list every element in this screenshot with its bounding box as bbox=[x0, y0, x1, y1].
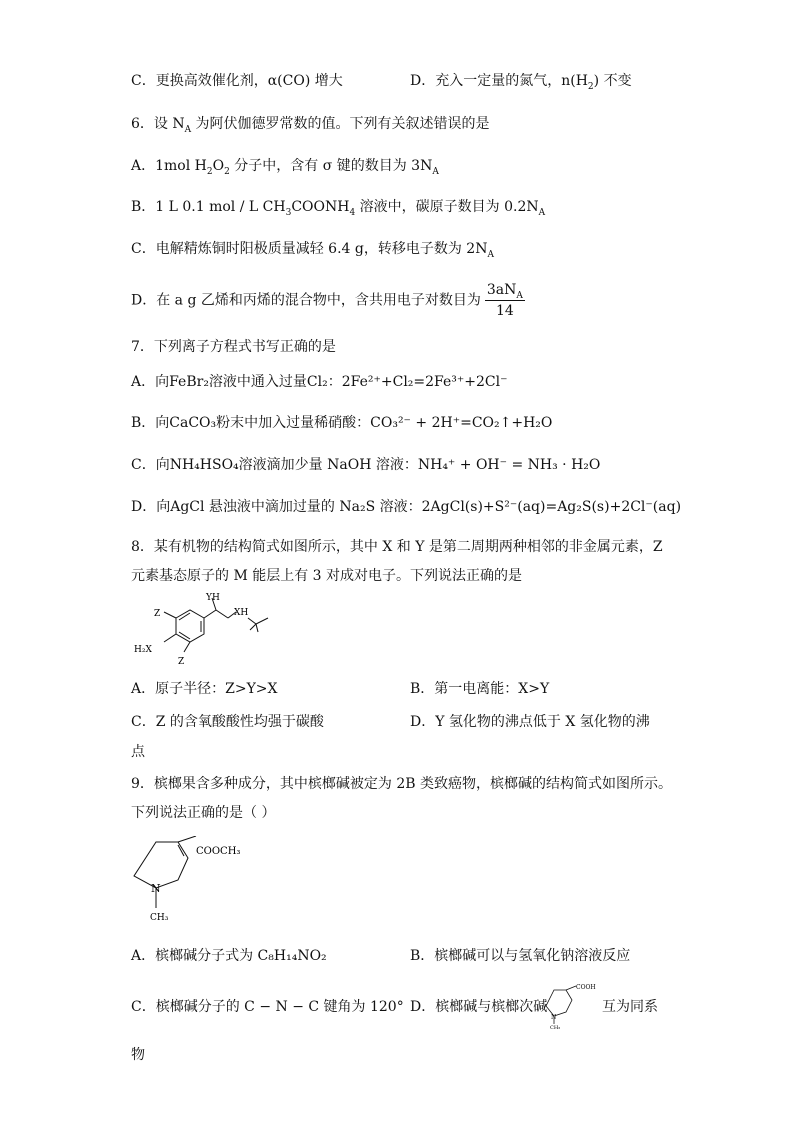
q6-option-b: B．1 L 0.1 mol / L $CH_3COONH_4$ 溶液中，碳原子数目为 $0.2N_A$ bbox=[131, 199, 546, 218]
q8-structure-diagram bbox=[128, 588, 308, 670]
ester-group-label: COOCH₃ bbox=[196, 846, 241, 857]
q8-option-b: B．第一电离能：X>Y bbox=[410, 681, 550, 697]
q9-stem-line2: 下列说法正确的是（ ） bbox=[131, 805, 276, 821]
q8-option-c: C．Z 的含氧酸酸性均强于碳酸 bbox=[131, 714, 324, 730]
methyl-label: CH₃ bbox=[150, 913, 169, 923]
q9-option-d-continuation: 物 bbox=[131, 1047, 145, 1063]
methyl-label-small: CH₃ bbox=[550, 1025, 561, 1030]
fraction: $\frac{3aN_A}{14}$ bbox=[486, 282, 523, 319]
q9-stem-line1: 9．槟榔果含多种成分，其中槟榔碱被定为 2B 类致癌物，槟榔碱的结构简式如图所示。 bbox=[131, 776, 673, 792]
arecaidine-structure bbox=[540, 980, 600, 1030]
yh-label: YH bbox=[206, 593, 220, 603]
q6-option-a: A．1mol $H_2O_2$ 分子中，含有 σ 键的数目为 $3N_A$ bbox=[131, 158, 439, 177]
q5-option-c: C．更换高效催化剂，α(CO) 增大 bbox=[131, 73, 343, 89]
q9-option-d-post: 互为同系 bbox=[602, 999, 658, 1015]
q7-option-a: A．向FeBr₂溶液中通入过量Cl₂：2Fe²⁺+Cl₂=2Fe³⁺+2Cl⁻ bbox=[131, 374, 508, 390]
q7-option-d: D．向AgCl 悬浊液中滴加过量的 Na₂S 溶液：2AgCl(s)+S²⁻(aq)=Ag₂S(s)+2Cl⁻(aq) bbox=[131, 499, 682, 515]
arecoline-structure bbox=[126, 836, 256, 928]
xh-label: XH bbox=[234, 608, 249, 618]
q8-stem-line2: 元素基态原子的 M 能层上有 3 对成对电子。下列说法正确的是 bbox=[131, 568, 523, 584]
q8-stem-line1: 8．某有机物的结构简式如图所示，其中 X 和 Y 是第二周期两种相邻的非金属元素，Z bbox=[131, 539, 663, 555]
q6-option-c: C．电解精炼铜时阳极质量减轻 6.4 g，转移电子数为 $2N_A$ bbox=[131, 241, 494, 260]
h2x-label: H₂X bbox=[134, 645, 152, 655]
q5-option-d: D．充入一定量的氮气，$n(H_2)$ 不变 bbox=[410, 73, 632, 92]
q9-option-d-pre: D．槟榔碱与槟榔次碱 bbox=[410, 999, 548, 1015]
acid-group-label: COOH bbox=[576, 984, 596, 991]
q8-option-a: A．原子半径：Z>Y>X bbox=[131, 681, 278, 697]
q9-option-b: B．槟榔碱可以与氢氧化钠溶液反应 bbox=[410, 948, 631, 964]
q7-stem: 7．下列离子方程式书写正确的是 bbox=[131, 339, 336, 355]
q8-option-d: D．Y 氢化物的沸点低于 X 氢化物的沸 bbox=[410, 714, 650, 730]
q7-option-c: C．向NH₄HSO₄溶液滴加少量 NaOH 溶液：NH₄⁺ + OH⁻ = NH₃ · H₂O bbox=[131, 457, 601, 473]
q8-option-d-continuation: 点 bbox=[131, 744, 145, 760]
q9-option-a: A．槟榔碱分子式为 C₈H₁₄NO₂ bbox=[131, 948, 327, 964]
q7-option-b: B．向CaCO₃粉末中加入过量稀硝酸：CO₃²⁻ + 2H⁺=CO₂↑+H₂O bbox=[131, 415, 553, 431]
q9-option-c: C．槟榔碱分子的 C − N − C 键角为 120° bbox=[131, 999, 404, 1015]
z-label-bottom: Z bbox=[178, 657, 185, 667]
n-atom-label: N bbox=[151, 882, 161, 895]
q6-option-d: D．在 a g 乙烯和丙烯的混合物中，含共用电子对数目为 $\frac{3aN_A}{14}$ bbox=[131, 282, 523, 319]
z-label-top: Z bbox=[154, 609, 161, 619]
n-atom-label-small: N bbox=[551, 1014, 557, 1021]
q6-stem: 6．设 $N_A$ 为阿伏伽德罗常数的值。下列有关叙述错误的是 bbox=[131, 116, 490, 135]
